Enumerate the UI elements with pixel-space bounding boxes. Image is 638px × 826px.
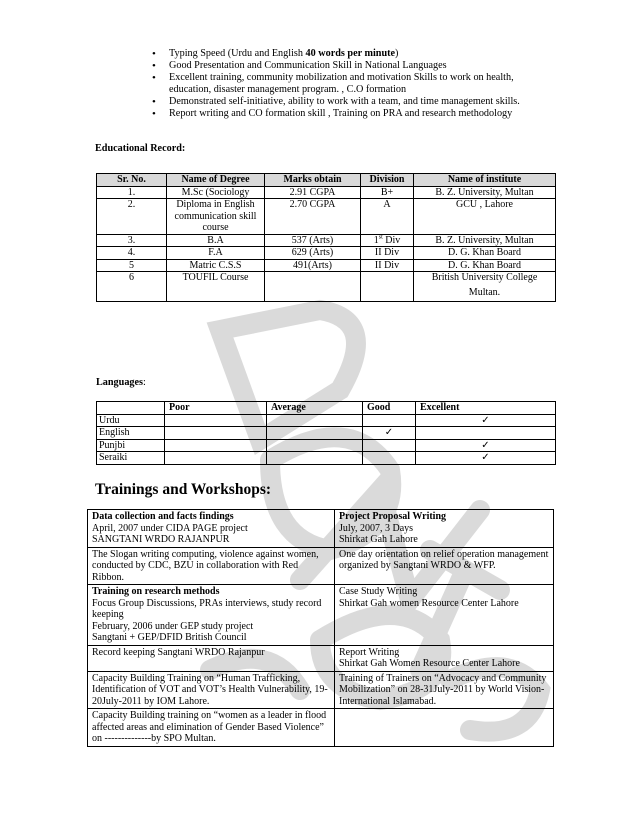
table-row [88,645,554,671]
table-row [88,547,554,585]
cell: D. G. Khan Board [414,247,556,260]
languages-heading: Languages: [96,377,146,388]
cell: 1. [97,186,167,199]
skill-item: • Report writing and CO formation skill , Training on PRA and research methodology [152,108,552,120]
cell [363,439,416,452]
cell: TOUFIL Course [167,272,265,302]
training-line: Training of Trainers on “Advocacy and Community Mobilization” on 28-31July-2011 by World Vision-International Islamabad. [339,672,547,707]
cell: 6 [97,272,167,302]
cell [165,414,267,427]
column-header: Excellent [416,402,556,415]
cell [165,439,267,452]
training-line: Shirkat Gah women Resource Center Lahore [339,597,519,609]
training-line: February, 2006 under GEP study project [92,620,254,632]
cell: Punjbi [97,439,165,452]
table-header-row [97,174,556,187]
training-cell [88,709,335,747]
training-cell [335,645,554,671]
training-line: Focus Group Discussions, PRAs interviews, study record keeping [92,597,322,620]
training-line: July, 2007, 3 Days [339,522,414,534]
cell: Seraiki [97,452,165,465]
training-cell [88,671,335,709]
table-header-row [97,402,556,415]
cell: M.Sc (Sociology [167,186,265,199]
cell: II Div [361,259,414,272]
training-line: Data collection and facts findings [92,511,234,522]
table-row [97,272,556,302]
cell [416,427,556,440]
table-row [97,234,556,247]
cell: D. G. Khan Board [414,259,556,272]
cell [165,427,267,440]
cell [363,452,416,465]
cell [363,414,416,427]
skills-list [152,48,552,120]
column-header: Sr. No. [97,174,167,187]
cell: 629 (Arts) [265,247,361,260]
skill-item: • Demonstrated self-initiative, ability to work with a team, and time management skills. [152,96,552,108]
training-cell [88,585,335,646]
cell: Urdu [97,414,165,427]
checkmark-icon: ✓ [416,439,556,452]
cell: 537 (Arts) [265,234,361,247]
column-header: Name of institute [414,174,556,187]
column-header: Poor [165,402,267,415]
checkmark-icon: ✓ [416,414,556,427]
column-header: Division [361,174,414,187]
training-line: Shirkat Gah Women Resource Center Lahore [339,658,520,669]
cell: English [97,427,165,440]
cell: 2.91 CGPA [265,186,361,199]
cell: 5 [97,259,167,272]
table-row [97,452,556,465]
checkmark-icon: ✓ [363,427,416,440]
skill-item: • Good Presentation and Communication Skill in National Languages [152,60,552,72]
skill-item: • Excellent training, community mobilization and motivation Skills to work on health, education, disaster management program. , C.O formation [152,72,552,96]
training-cell [335,585,554,646]
training-line: Record keeping Sangtani WRDO Rajanpur [92,646,265,658]
cell: B+ [361,186,414,199]
training-line: Report Writing [339,646,400,658]
training-line: One day orientation on relief operation management organized by Sangtani WRDO & WFP. [339,548,549,571]
training-line: Project Proposal Writing [339,511,447,522]
skill-item: • Typing Speed (Urdu and English 40 words per minute) [152,48,552,60]
table-row [97,199,556,235]
training-line: SANGTANI WRDO RAJANPUR [92,534,230,545]
training-cell [335,671,554,709]
cell: B. Z. University, Multan [414,186,556,199]
table-row [97,427,556,440]
cell [267,452,363,465]
trainings-heading: Trainings and Workshops: [95,481,272,498]
training-cell [88,510,335,548]
cell: 2. [97,199,167,235]
training-line: Shirkat Gah Lahore [339,534,418,545]
educational-record-heading: Educational Record: [95,143,186,154]
training-line: Capacity Building training on “women as a leader in flood affected areas and elimination of Gender Based Violence” on --------------by SPO Multan. [92,710,327,744]
trainings-table [87,509,554,747]
table-row [97,247,556,260]
languages-table [96,401,556,465]
cell: 1st Div [361,234,414,247]
column-header: Marks obtain [265,174,361,187]
table-row [88,671,554,709]
column-header: Average [267,402,363,415]
cell [267,439,363,452]
table-row [97,259,556,272]
training-cell [335,510,554,548]
cell: II Div [361,247,414,260]
table-row [88,510,554,548]
cell: 3. [97,234,167,247]
training-line: Sangtani + GEP/DFID British Council [92,632,247,643]
cell [267,414,363,427]
training-cell [88,547,335,585]
training-line: The Slogan writing computing, violence against women, conducted by CDC, BZU in collaboration with Red Ribbon. [92,548,319,583]
education-table [96,173,556,302]
cell: Diploma in English communication skill course [167,199,265,235]
column-header [97,402,165,415]
cell: F.A [167,247,265,260]
cell: 491(Arts) [265,259,361,272]
cell: Matric C.S.S [167,259,265,272]
cell: B. Z. University, Multan [414,234,556,247]
training-line: Case Study Writing [339,586,418,597]
cell [361,272,414,302]
column-header: Good [363,402,416,415]
cell: A [361,199,414,235]
table-row [88,585,554,646]
cell [267,427,363,440]
cell [165,452,267,465]
training-cell [88,645,335,671]
cell: 4. [97,247,167,260]
training-line: Capacity Building Training on “Human Trafficking, Identification of VOT and VOT’s Health Vulnerability, 19-20July-2011 by IOM Lahore. [92,672,328,707]
checkmark-icon: ✓ [416,452,556,465]
cell: GCU , Lahore [414,199,556,235]
training-line: Training on research methods [92,586,220,597]
cell [265,272,361,302]
cell: British University College Multan. [414,272,556,302]
table-row [88,709,554,747]
table-row [97,186,556,199]
cell: B.A [167,234,265,247]
training-cell [335,709,554,747]
table-row [97,414,556,427]
table-row [97,439,556,452]
training-line: April, 2007 under CIDA PAGE project [92,522,248,534]
training-cell [335,547,554,585]
cell: 2.70 CGPA [265,199,361,235]
column-header: Name of Degree [167,174,265,187]
